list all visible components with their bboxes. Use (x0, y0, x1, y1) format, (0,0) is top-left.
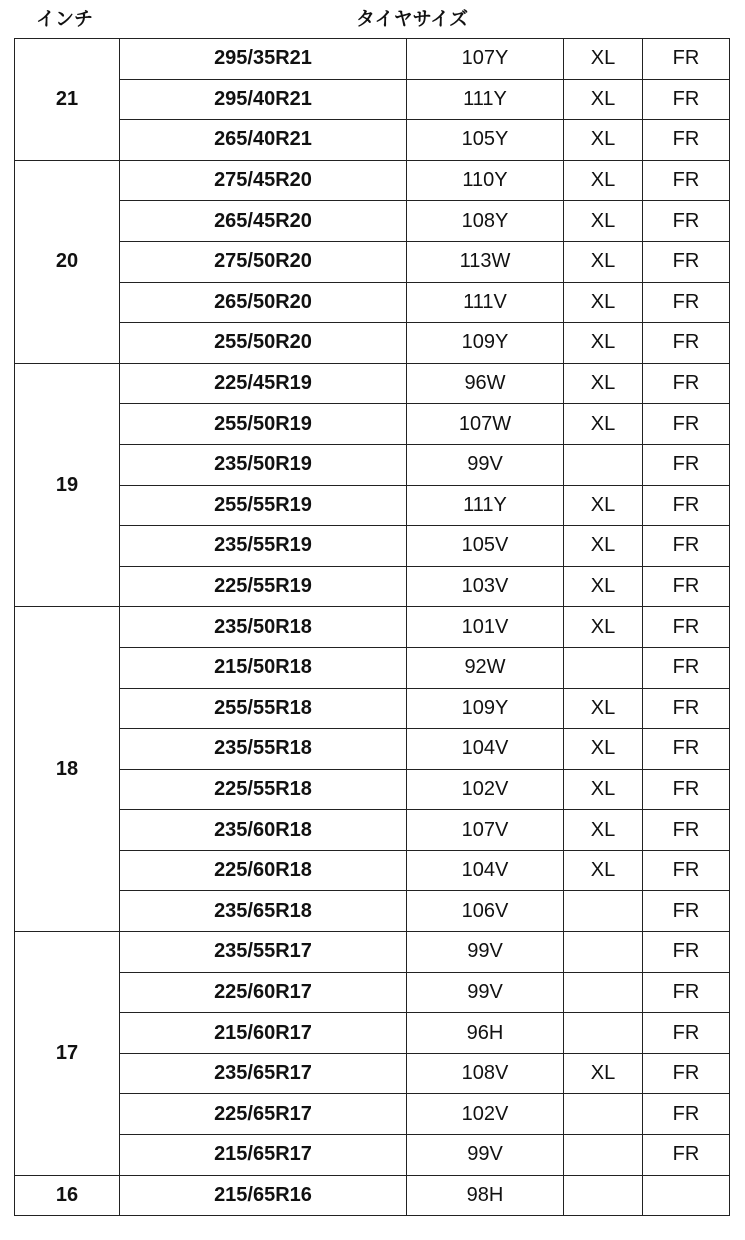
xl-cell: XL (564, 160, 643, 201)
xl-cell (564, 647, 643, 688)
fr-cell: FR (643, 444, 730, 485)
size-cell: 215/65R16 (120, 1175, 407, 1216)
size-cell: 235/55R19 (120, 526, 407, 567)
xl-cell: XL (564, 526, 643, 567)
fr-cell: FR (643, 607, 730, 648)
xl-cell: XL (564, 485, 643, 526)
fr-cell: FR (643, 1094, 730, 1135)
size-cell: 225/55R19 (120, 566, 407, 607)
fr-cell: FR (643, 647, 730, 688)
load-index-cell: 105Y (407, 120, 564, 161)
xl-cell: XL (564, 241, 643, 282)
fr-cell: FR (643, 201, 730, 242)
xl-cell: XL (564, 120, 643, 161)
size-cell: 235/50R18 (120, 607, 407, 648)
size-cell: 225/65R17 (120, 1094, 407, 1135)
size-cell: 265/45R20 (120, 201, 407, 242)
size-cell: 225/55R18 (120, 769, 407, 810)
load-index-cell: 109Y (407, 323, 564, 364)
table-row (15, 647, 730, 688)
load-index-cell: 104V (407, 850, 564, 891)
fr-cell: FR (643, 526, 730, 567)
fr-cell: FR (643, 79, 730, 120)
table-row (15, 404, 730, 445)
table-row (15, 769, 730, 810)
table-row (15, 241, 730, 282)
size-cell: 275/50R20 (120, 241, 407, 282)
xl-cell: XL (564, 323, 643, 364)
load-index-cell: 99V (407, 1135, 564, 1176)
load-index-cell: 98H (407, 1175, 564, 1216)
fr-cell: FR (643, 363, 730, 404)
load-index-cell: 99V (407, 972, 564, 1013)
fr-cell: FR (643, 729, 730, 770)
table-row (15, 932, 730, 973)
xl-cell (564, 1094, 643, 1135)
table-row (15, 526, 730, 567)
size-cell: 295/35R21 (120, 39, 407, 80)
size-cell: 235/55R17 (120, 932, 407, 973)
xl-cell: XL (564, 769, 643, 810)
size-cell: 295/40R21 (120, 79, 407, 120)
load-index-cell: 107W (407, 404, 564, 445)
size-cell: 255/55R19 (120, 485, 407, 526)
xl-cell (564, 1175, 643, 1216)
inch-cell: 18 (15, 607, 120, 932)
xl-cell: XL (564, 79, 643, 120)
table-row (15, 39, 730, 80)
table-row (15, 160, 730, 201)
size-cell: 215/65R17 (120, 1135, 407, 1176)
xl-cell: XL (564, 39, 643, 80)
tire-size-column-header: タイヤサイズ (356, 8, 469, 30)
load-index-cell: 96H (407, 1013, 564, 1054)
inch-cell: 19 (15, 363, 120, 607)
fr-cell: FR (643, 160, 730, 201)
inch-cell: 21 (15, 39, 120, 161)
xl-cell (564, 891, 643, 932)
load-index-cell: 108V (407, 1053, 564, 1094)
fr-cell: FR (643, 323, 730, 364)
fr-cell: FR (643, 850, 730, 891)
size-cell: 235/50R19 (120, 444, 407, 485)
size-cell: 235/65R17 (120, 1053, 407, 1094)
table-row (15, 282, 730, 323)
xl-cell (564, 932, 643, 973)
table-row (15, 363, 730, 404)
table-row (15, 79, 730, 120)
xl-cell: XL (564, 850, 643, 891)
table-row (15, 1135, 730, 1176)
xl-cell: XL (564, 282, 643, 323)
fr-cell: FR (643, 810, 730, 851)
load-index-cell: 111Y (407, 79, 564, 120)
fr-cell: FR (643, 972, 730, 1013)
table-row (15, 1013, 730, 1054)
inch-cell: 16 (15, 1175, 120, 1216)
fr-cell: FR (643, 120, 730, 161)
fr-cell: FR (643, 39, 730, 80)
size-cell: 265/40R21 (120, 120, 407, 161)
table-row (15, 444, 730, 485)
table-row (15, 1094, 730, 1135)
size-cell: 255/50R19 (120, 404, 407, 445)
load-index-cell: 99V (407, 932, 564, 973)
table-row (15, 972, 730, 1013)
fr-cell: FR (643, 282, 730, 323)
table-row (15, 891, 730, 932)
load-index-cell: 103V (407, 566, 564, 607)
load-index-cell: 102V (407, 769, 564, 810)
table-row (15, 323, 730, 364)
xl-cell (564, 972, 643, 1013)
load-index-cell: 108Y (407, 201, 564, 242)
load-index-cell: 111V (407, 282, 564, 323)
load-index-cell: 109Y (407, 688, 564, 729)
size-cell: 225/60R17 (120, 972, 407, 1013)
xl-cell: XL (564, 810, 643, 851)
tire-size-table (14, 38, 730, 1216)
size-cell: 215/60R17 (120, 1013, 407, 1054)
table-row (15, 850, 730, 891)
fr-cell: FR (643, 241, 730, 282)
xl-cell: XL (564, 404, 643, 445)
size-cell: 215/50R18 (120, 647, 407, 688)
table-row (15, 810, 730, 851)
size-cell: 225/60R18 (120, 850, 407, 891)
table-row (15, 1053, 730, 1094)
size-cell: 235/60R18 (120, 810, 407, 851)
fr-cell (643, 1175, 730, 1216)
load-index-cell: 104V (407, 729, 564, 770)
xl-cell: XL (564, 607, 643, 648)
xl-cell: XL (564, 688, 643, 729)
xl-cell (564, 1135, 643, 1176)
xl-cell: XL (564, 1053, 643, 1094)
xl-cell: XL (564, 201, 643, 242)
size-cell: 255/55R18 (120, 688, 407, 729)
size-cell: 225/45R19 (120, 363, 407, 404)
table-row (15, 607, 730, 648)
fr-cell: FR (643, 1135, 730, 1176)
xl-cell: XL (564, 566, 643, 607)
load-index-cell: 92W (407, 647, 564, 688)
tire-size-table-body (15, 39, 730, 1216)
table-row (15, 566, 730, 607)
load-index-cell: 102V (407, 1094, 564, 1135)
load-index-cell: 106V (407, 891, 564, 932)
inch-cell: 17 (15, 932, 120, 1176)
load-index-cell: 113W (407, 241, 564, 282)
xl-cell: XL (564, 363, 643, 404)
table-row (15, 120, 730, 161)
fr-cell: FR (643, 688, 730, 729)
load-index-cell: 107V (407, 810, 564, 851)
table-row (15, 729, 730, 770)
fr-cell: FR (643, 1013, 730, 1054)
xl-cell: XL (564, 729, 643, 770)
fr-cell: FR (643, 566, 730, 607)
size-cell: 275/45R20 (120, 160, 407, 201)
table-row (15, 688, 730, 729)
fr-cell: FR (643, 485, 730, 526)
fr-cell: FR (643, 404, 730, 445)
load-index-cell: 111Y (407, 485, 564, 526)
table-row (15, 201, 730, 242)
load-index-cell: 107Y (407, 39, 564, 80)
table-row (15, 1175, 730, 1216)
table-row (15, 485, 730, 526)
fr-cell: FR (643, 1053, 730, 1094)
fr-cell: FR (643, 769, 730, 810)
xl-cell (564, 1013, 643, 1054)
load-index-cell: 105V (407, 526, 564, 567)
xl-cell (564, 444, 643, 485)
size-cell: 235/55R18 (120, 729, 407, 770)
size-cell: 235/65R18 (120, 891, 407, 932)
load-index-cell: 110Y (407, 160, 564, 201)
load-index-cell: 101V (407, 607, 564, 648)
fr-cell: FR (643, 891, 730, 932)
inch-column-header: インチ (36, 8, 94, 30)
load-index-cell: 99V (407, 444, 564, 485)
size-cell: 255/50R20 (120, 323, 407, 364)
fr-cell: FR (643, 932, 730, 973)
load-index-cell: 96W (407, 363, 564, 404)
inch-cell: 20 (15, 160, 120, 363)
size-cell: 265/50R20 (120, 282, 407, 323)
